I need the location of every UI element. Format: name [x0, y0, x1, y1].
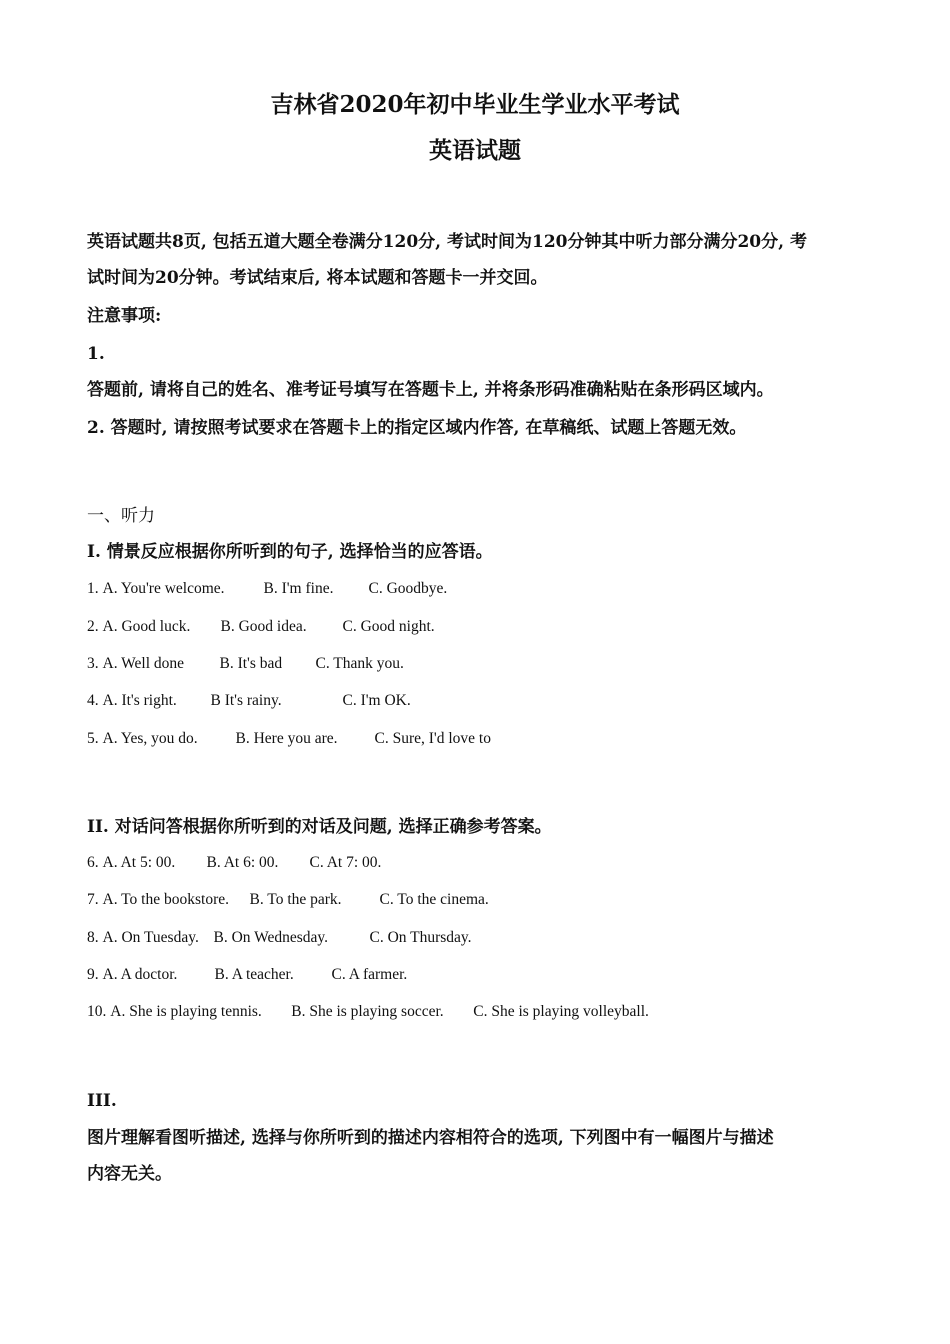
notice-item-1-number: 1. — [87, 344, 105, 364]
listening-heading: 一、听力 — [87, 506, 155, 526]
option-a: A. Well done — [102, 655, 185, 672]
option-c: C. To the cinema. — [379, 891, 489, 908]
option-c: C. Good night. — [342, 618, 435, 635]
question-7: 7. A. To the bookstore. B. To the park. C. To the cinema. — [87, 891, 489, 908]
option-a: A. A doctor. — [102, 966, 178, 983]
option-a: A. You're welcome. — [102, 580, 225, 597]
question-5: 5. A. Yes, you do. B. Here you are. C. Sure, I'd love to — [87, 730, 491, 747]
section-3-number: III. — [87, 1091, 117, 1111]
notice-item-2-number: 2. — [87, 418, 105, 438]
section-1-instruction: I. 情景反应根据你所听到的句子, 选择恰当的应答语。 — [87, 542, 493, 562]
option-c: C. Sure, I'd love to — [374, 730, 491, 747]
section-3-instruction-line-1: 图片理解看图听描述, 选择与你所听到的描述内容相符合的选项, 下列图中有一幅图片与描述 — [87, 1128, 774, 1148]
notice-heading: 注意事项: — [87, 306, 162, 326]
option-b: B. Good idea. — [220, 618, 307, 635]
question-3: 3. A. Well done B. It's bad C. Thank you. — [87, 655, 404, 672]
option-b: B. I'm fine. — [263, 580, 334, 597]
option-a: A. To the bookstore. — [102, 891, 229, 908]
option-a: A. It's right. — [102, 692, 177, 709]
option-c: C. I'm OK. — [342, 692, 411, 709]
question-9: 9. A. A doctor. B. A teacher. C. A farmer. — [87, 966, 408, 983]
option-c: C. Goodbye. — [368, 580, 448, 597]
option-a: A. On Tuesday. — [102, 929, 199, 946]
option-c: C. On Thursday. — [369, 929, 472, 946]
option-c: C. Thank you. — [315, 655, 404, 672]
intro-line-2: 试时间为20分钟。考试结束后, 将本试题和答题卡一并交回。 — [87, 268, 548, 288]
option-c: C. She is playing volleyball. — [473, 1003, 649, 1020]
intro-line-1: 英语试题共8页, 包括五道大题全卷满分120分, 考试时间为120分钟其中听力部分满分20分, 考 — [87, 232, 807, 252]
option-b: B. At 6: 00. — [206, 854, 279, 871]
option-b: B It's rainy. — [210, 692, 282, 709]
option-a: A. Yes, you do. — [102, 730, 198, 747]
option-b: B. A teacher. — [214, 966, 294, 983]
option-b: B. Here you are. — [235, 730, 338, 747]
section-1-number: I. — [87, 542, 101, 562]
section-2-number: II. — [87, 817, 109, 837]
question-4: 4. A. It's right. B It's rainy. C. I'm OK. — [87, 692, 411, 709]
notice-item-2 — [87, 418, 862, 438]
notice-item-1-text: 答题前, 请将自己的姓名、准考证号填写在答题卡上, 并将条形码准确粘贴在条形码区域内。 — [87, 380, 774, 400]
question-10: 10. A. She is playing tennis. B. She is playing soccer. C. She is playing volleyball. — [87, 1003, 649, 1020]
section-2-instruction: II. 对话问答根据你所听到的对话及问题, 选择正确参考答案。 — [87, 817, 552, 837]
option-a: A. Good luck. — [102, 618, 191, 635]
question-8: 8. A. On Tuesday. B. On Wednesday. C. On Thursday. — [87, 929, 472, 946]
question-2: 2. A. Good luck. B. Good idea. C. Good night. — [87, 618, 435, 635]
notice-item-2-text: 答题时, 请按照考试要求在答题卡上的指定区域内作答, 在草稿纸、试题上答题无效。 — [104, 418, 747, 438]
option-c: C. A farmer. — [331, 966, 408, 983]
option-b: B. She is playing soccer. — [291, 1003, 444, 1020]
exam-title: 吉林省2020年初中毕业生学业水平考试 — [270, 91, 680, 118]
option-b: B. It's bad — [219, 655, 283, 672]
question-6: 6. A. At 5: 00. B. At 6: 00. C. At 7: 00. — [87, 854, 382, 871]
exam-subtitle: 英语试题 — [429, 137, 521, 164]
option-b: B. On Wednesday. — [213, 929, 329, 946]
option-a: A. At 5: 00. — [102, 854, 176, 871]
option-a: A. She is playing tennis. — [110, 1003, 262, 1020]
section-3-instruction-line-2: 内容无关。 — [87, 1164, 172, 1184]
option-c: C. At 7: 00. — [309, 854, 382, 871]
question-1: 1. A. You're welcome. B. I'm fine. C. Goodbye. — [87, 580, 448, 597]
option-b: B. To the park. — [249, 891, 342, 908]
